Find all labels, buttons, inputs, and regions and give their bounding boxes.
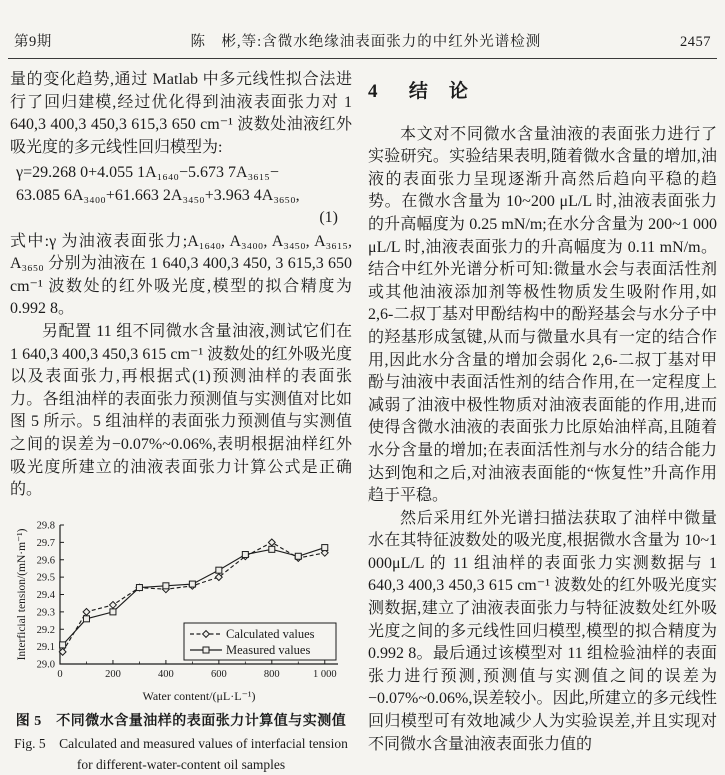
header-rule	[8, 58, 717, 59]
figure5-chart	[14, 516, 348, 706]
svg-text:400: 400	[158, 668, 174, 680]
svg-text:200: 200	[105, 668, 121, 680]
svg-text:29.4: 29.4	[36, 589, 55, 601]
figure-5	[10, 516, 352, 775]
svg-text:Measured values: Measured values	[226, 642, 311, 657]
running-header	[0, 0, 725, 51]
svg-text:29.3: 29.3	[36, 607, 55, 619]
left-column	[10, 69, 352, 775]
svg-text:29.7: 29.7	[36, 537, 55, 549]
section-heading-conclusion	[368, 81, 717, 104]
conclusion-paragraph-2: 然后采用红外光谱扫描法获取了油样中微量水在其特征波数处的吸光度,根据微水含量为 10~1 000μL/L 的 11 组油样的表面张力实测数据与 1 640,3 400,3 450,3 615 cm⁻¹ 波数处的红外吸光度实测数据,建立了油液表面张力与特征波数处红外吸光度之间的多元线性回归模型,模型的拟合精度为 0.992 8。最后通过该模型对 11 组检验油样的表面张力进行预测,预测值与实测值之间的误差为−0.07%~0.06%,误差较小。因此,所建立的多元线性回归模型可有效地减少人为实验误差,并且实现对不同微水含量油液表面张力值的	[368, 509, 717, 753]
svg-text:29.1: 29.1	[36, 641, 55, 653]
svg-text:29.0: 29.0	[36, 659, 55, 671]
figure-caption-en-line1: Fig. 5 Calculated and measured values of interfacial tension	[14, 736, 348, 752]
svg-text:Water content/(μL·L⁻¹): Water content/(μL·L⁻¹)	[142, 688, 256, 703]
svg-text:29.6: 29.6	[36, 554, 55, 566]
running-title: 陈 彬,等:含微水绝缘油表面张力的中红外光谱检测	[190, 34, 542, 50]
section-number: 4	[368, 81, 379, 102]
paragraph-validation: 另配置 11 组不同微水含量油液,测试它们在 1 640,3 400,3 450,3 615 cm⁻¹ 波数处的红外吸光度以及表面张力,再根据式(1)预测油样的表面张力。各组油样的表面张力预测值与实测值对比如图 5 所示。5 组油样的表面张力预测值与实测值之间的误差为−0.07%~0.06%,表明根据油样红外吸光度所建立的油液表面张力计算公式是正确的。	[10, 322, 352, 499]
figure-caption-cn: 图 5 不同微水含量油样的表面张力计算值与实测值	[15, 713, 347, 729]
right-column	[368, 69, 717, 775]
equation-line-1: γ=29.268 0+4.055 1A₁₆₄₀−5.673 7A₃₆₁₅−	[16, 164, 279, 182]
svg-text:1 000: 1 000	[312, 668, 337, 680]
svg-text:Interficial tension/(mN·m⁻¹): Interficial tension/(mN·m⁻¹)	[16, 528, 28, 661]
issue-number: 第9期	[14, 34, 52, 50]
page-number: 2457	[680, 34, 711, 50]
paragraph-symbol-explain: 式中:γ 为油液表面张力;A₁₆₄₀, A₃₄₀₀, A₃₄₅₀, A₃₆₁₅, A₃₆₅₀ 分别为油液在 1 640,3 400,3 450, 3 615,3 650 cm⁻¹ 波数处的红外吸光度,模型的拟合精度为 0.992 8。	[10, 232, 352, 318]
figure-caption-en-line2: for different-water-content oil samples	[76, 757, 286, 773]
paragraph-model-intro: 量的变化趋势,通过 Matlab 中多元线性拟合法进行了回归建模,经过优化得到油液表面张力对 1 640,3 400,3 450,3 615,3 650 cm⁻¹ 波数处油液红外吸光度的多元线性回归模型为:	[10, 71, 352, 156]
two-column-body	[0, 69, 725, 775]
svg-text:29.8: 29.8	[36, 520, 55, 532]
svg-text:29.2: 29.2	[36, 624, 55, 636]
conclusion-paragraph-1: 本文对不同微水含量油液的表面张力进行了实验研究。实验结果表明,随着微水含量的增加,油液的表面张力呈现逐渐升高然后趋向平稳的趋势。在微水含量为 10~200 μL/L 时,油液表面张力的升高幅度为 0.25 mN/m;在水分含量为 200~1 000 μL/L 时,油液表面张力的升高幅度为 0.11 mN/m。结合中红外光谱分析可知:微量水会与表面活性剂或其他油液添加剂等极性物质发生吸附作用,如 2,6-二叔丁基对甲酚结构中的酚羟基会与水分子中的羟基形成氢键,从而与微量水具有一定的结合作用,因此水分含量的增加会弱化 2,6-二叔丁基对甲酚与油液中表面活性剂的结合作用,在一定程度上减弱了油液中极性物质对油液表面能的作用,进而使得含微水油液的表面张力比原始油样高,且随着水分含量的增加;在表面活性剂与水分的结合能力达到饱和之后,对油液表面能的“恢复性”升高作用趋于平稳。	[368, 125, 717, 505]
svg-text:Calculated values: Calculated values	[226, 626, 315, 641]
section-title: 结 论	[408, 81, 469, 102]
equation-line-2: 63.085 6A₃₄₀₀+61.663 2A₃₄₅₀+3.963 4A₃₆₅₀,	[16, 186, 300, 204]
equation-number: (1)	[319, 208, 338, 226]
svg-text:800: 800	[263, 668, 280, 680]
svg-text:0: 0	[57, 668, 63, 680]
equation-1	[16, 162, 352, 227]
svg-text:600: 600	[210, 668, 227, 680]
svg-text:29.5: 29.5	[36, 572, 55, 584]
